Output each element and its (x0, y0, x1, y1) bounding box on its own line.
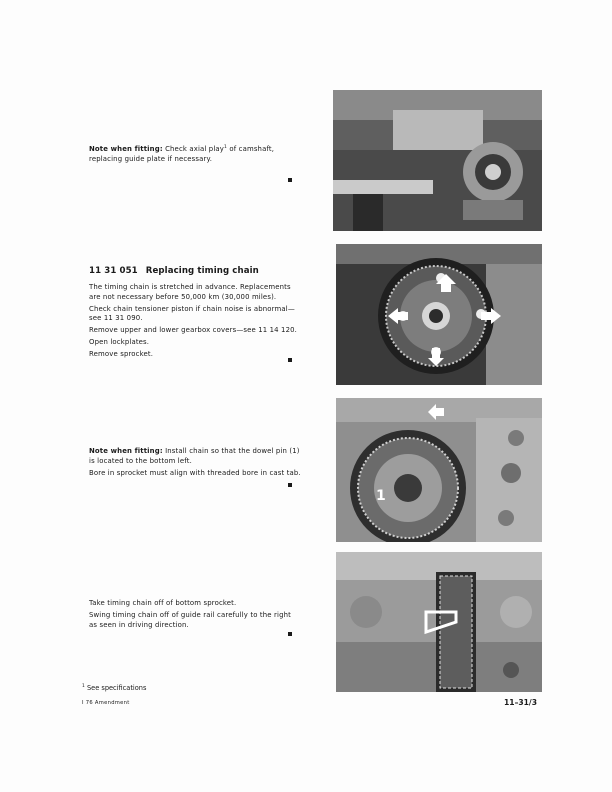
section-title: Replacing timing chain (145, 266, 259, 276)
end-mark (288, 358, 292, 362)
note-text: Check axial play (165, 145, 224, 153)
note-text-2: Bore in sprocket must align with threaded bore in cast tab. (89, 468, 301, 477)
paragraph: The timing chain is stretched in advance. Replacements are not necessary before 50,000 km (30,000 miles). (89, 283, 291, 301)
paragraph: Open lockplates. (89, 337, 150, 346)
camshaft-photo-icon (333, 90, 542, 231)
paragraph: Check chain tensioner piston if chain noise is abnormal—see 11 31 090. (89, 304, 295, 323)
note-fitting-camshaft (89, 143, 299, 167)
step-line: Take timing chain off of bottom sprocket. (89, 599, 237, 607)
note-text-cont: of camshaft, replacing guide plate if necessary. (89, 145, 275, 163)
sprocket-arrows-photo-icon (336, 244, 542, 385)
step-line: Swing timing chain off of guide rail carefully to the right as seen in driving direction. (89, 610, 291, 629)
footer-amendment: I 76 Amendment (82, 700, 130, 706)
dowel-pin-photo-icon (336, 398, 542, 542)
note-fitting-chain (89, 447, 304, 480)
end-mark (288, 483, 292, 487)
footnote (82, 684, 146, 692)
paragraph: Remove upper and lower gearbox covers—see 11 14 120. (89, 326, 297, 335)
paragraph: Remove sprocket. (89, 349, 154, 358)
end-mark (288, 178, 292, 182)
section-body (89, 283, 301, 362)
footnote-marker: 1 (82, 684, 85, 689)
end-mark (288, 632, 292, 636)
section-heading (89, 266, 259, 276)
page-number: 11–31/3 (504, 698, 537, 707)
dowel-pin-callout: 1 (376, 488, 386, 504)
footnote-text: See specifications (86, 684, 147, 692)
section-number: 11 31 051 (89, 266, 138, 276)
note-text: Install chain so that the dowel pin (1) is located to the bottom left. (89, 447, 300, 465)
step-instructions (89, 599, 301, 632)
note-label: Note when fitting: (89, 447, 163, 455)
chain-removal-photo-icon (336, 552, 542, 692)
footnote-ref: 1 (224, 145, 228, 150)
note-label: Note when fitting: (89, 145, 163, 153)
